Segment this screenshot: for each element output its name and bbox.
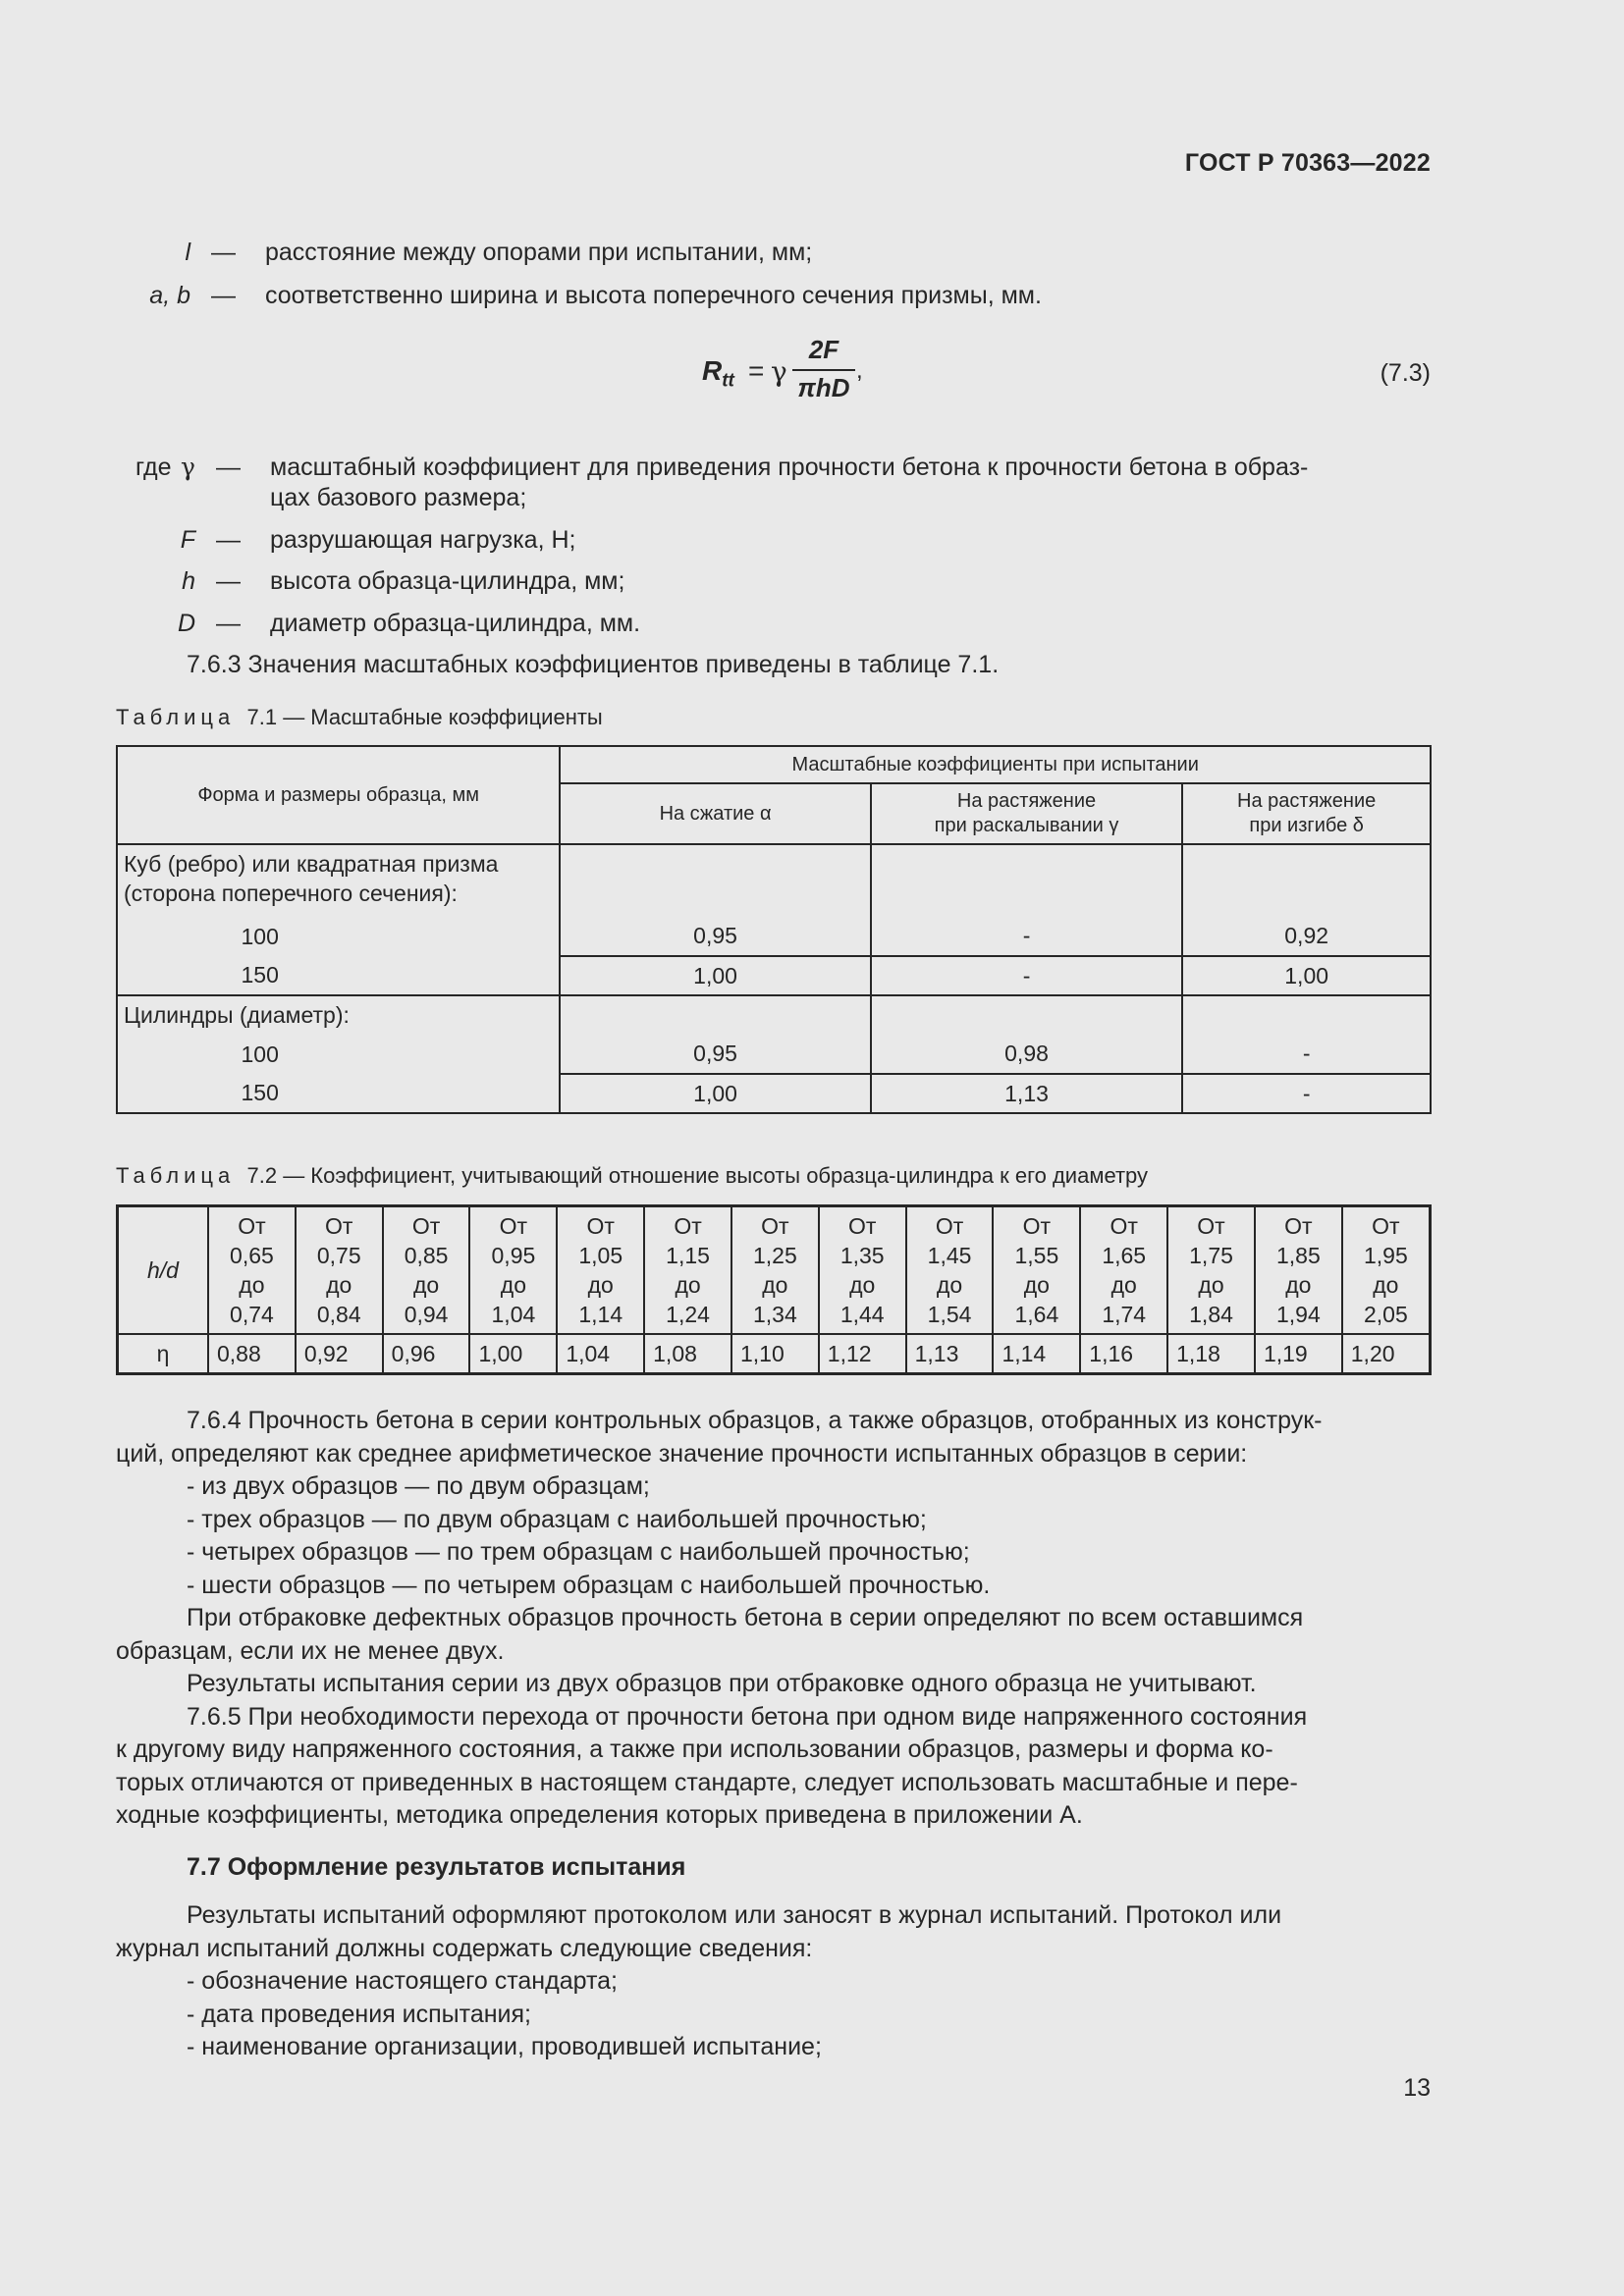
formula-lhs-subscript: tt <box>722 370 734 392</box>
definition-symbol: γ <box>181 453 195 481</box>
range-high: 0,94 <box>404 1302 449 1327</box>
table-cell <box>560 995 870 1035</box>
size-cell: 150 <box>117 1074 560 1113</box>
definition-dash: — <box>216 567 241 595</box>
range-to-word: до <box>1373 1272 1399 1298</box>
table-caption-title: 7.2 — Коэффициент, учитывающий отношение высоты образца-цилиндра к его диаметру <box>246 1163 1149 1188</box>
definition-text: разрушающая нагрузка, Н; <box>270 526 576 554</box>
definition-symbol: l <box>185 239 190 266</box>
formula-numerator: 2F <box>808 335 839 364</box>
range-from-word: От <box>411 1213 441 1239</box>
range-high: 1,54 <box>927 1302 972 1327</box>
text-line: торых отличаются от приведенных в настоящем стандарте, следует использовать масштабные и пере- <box>116 1768 1298 1796</box>
text-line: При отбраковке дефектных образцов прочность бетона в серии определяют по всем оставшимся <box>187 1604 1304 1631</box>
definition-dash: — <box>216 454 241 481</box>
compression-value: 1,00 <box>560 1074 870 1113</box>
eta-value: 1,19 <box>1255 1334 1342 1374</box>
range-low: 0,75 <box>316 1243 361 1268</box>
table-cell <box>1182 844 1431 917</box>
table-row-eta <box>118 1334 1431 1374</box>
range-cell <box>731 1206 819 1335</box>
header-scale-coefficients: Масштабные коэффициенты при испытании <box>560 746 1431 783</box>
range-high: 0,74 <box>230 1302 274 1327</box>
definition-symbol: D <box>177 610 195 637</box>
range-to-word: до <box>1110 1272 1137 1298</box>
range-low: 1,05 <box>578 1243 623 1268</box>
range-high: 1,14 <box>578 1302 623 1327</box>
definition-text: высота образца-цилиндра, мм; <box>270 567 625 595</box>
bending-value: 0,92 <box>1182 917 1431 956</box>
definition-symbol: h <box>182 567 195 595</box>
range-cell <box>1255 1206 1342 1335</box>
header-compression: На сжатие α <box>560 783 870 844</box>
range-to-word: до <box>1198 1272 1224 1298</box>
range-cell <box>1080 1206 1167 1335</box>
size-cell: 100 <box>117 1035 560 1074</box>
definition-gamma-continuation: цах базового размера; <box>270 484 527 511</box>
range-from-word: От <box>1197 1213 1225 1239</box>
size-cell: 100 <box>117 917 560 956</box>
range-low: 1,65 <box>1102 1243 1147 1268</box>
range-cell <box>208 1206 296 1335</box>
formula-comma: , <box>856 357 863 384</box>
splitting-value: - <box>871 956 1183 995</box>
table-7-1 <box>116 745 1432 1114</box>
page-number: 13 <box>1403 2074 1431 2102</box>
definition-text: диаметр образца-цилиндра, мм. <box>270 610 641 637</box>
table-caption-word: Таблица <box>116 1163 236 1188</box>
splitting-value: 0,98 <box>871 1035 1183 1074</box>
table-caption-title: 7.1 — Масштабные коэффициенты <box>246 705 603 729</box>
range-high: 2,05 <box>1364 1302 1408 1327</box>
range-to-word: до <box>412 1272 440 1298</box>
bending-value: 1,00 <box>1182 956 1431 995</box>
range-high: 1,24 <box>666 1302 710 1327</box>
range-low: 1,95 <box>1364 1243 1408 1268</box>
eta-value: 0,96 <box>383 1334 470 1374</box>
range-low: 0,85 <box>404 1243 449 1268</box>
definition-text: масштабный коэффициент для приведения прочности бетона к прочности бетона в образ- <box>270 454 1309 481</box>
range-cell <box>819 1206 906 1335</box>
range-from-word: От <box>674 1213 702 1239</box>
document-header: ГОСТ Р 70363—2022 <box>1184 149 1431 177</box>
header-splitting: На растяжение при раскалывании γ <box>871 783 1183 844</box>
compression-value: 1,00 <box>560 956 870 995</box>
table-row-hd-ranges <box>118 1206 1431 1335</box>
text-line: Результаты испытания серии из двух образцов при отбраковке одного образца не учитывают. <box>187 1670 1257 1697</box>
compression-value: 0,95 <box>560 917 870 956</box>
range-cell <box>383 1206 470 1335</box>
text-line: к другому виду напряженного состояния, а также при использовании образцов, размеры и форма ко- <box>116 1735 1273 1763</box>
bending-value: - <box>1182 1074 1431 1113</box>
list-item: - наименование организации, проводившей испытание; <box>187 2033 822 2060</box>
eta-value: 0,92 <box>296 1334 383 1374</box>
list-item: - обозначение настоящего стандарта; <box>187 1967 618 1995</box>
formula-gamma: γ <box>771 355 787 388</box>
formula-7-3 <box>702 332 869 410</box>
range-to-word: до <box>500 1272 526 1298</box>
text-line: журнал испытаний должны содержать следующие сведения: <box>116 1934 813 1962</box>
range-low: 0,65 <box>230 1243 274 1268</box>
range-high: 1,94 <box>1275 1302 1321 1327</box>
range-low: 1,35 <box>839 1243 885 1268</box>
eta-value: 1,00 <box>469 1334 557 1374</box>
range-low: 1,85 <box>1275 1243 1321 1268</box>
eta-value: 1,04 <box>557 1334 644 1374</box>
text-line: 7.6.5 При необходимости перехода от прочности бетона при одном виде напряженного состояния <box>187 1702 1308 1731</box>
range-low: 0,95 <box>491 1243 536 1268</box>
group-cylinder-label: Цилиндры (диаметр): <box>117 995 560 1035</box>
range-from-word: От <box>586 1213 615 1239</box>
range-cell <box>557 1206 644 1335</box>
range-from-word: От <box>238 1213 266 1239</box>
range-cell <box>644 1206 731 1335</box>
table-cell <box>560 844 870 917</box>
list-item: - шести образцов — по четырем образцам с наибольшей прочностью. <box>187 1571 991 1599</box>
table-cell <box>871 995 1183 1035</box>
range-low: 1,75 <box>1189 1243 1233 1268</box>
range-high: 1,34 <box>753 1302 797 1327</box>
range-to-word: до <box>849 1272 876 1298</box>
text-line: 7.6.4 Прочность бетона в серии контрольных образцов, а также образцов, отобранных из конструк- <box>187 1407 1323 1434</box>
paragraph-7-6-4 <box>116 1405 1432 1833</box>
formula-reference-number: (7.3) <box>1380 359 1431 387</box>
eta-value: 1,08 <box>644 1334 731 1374</box>
range-high: 0,84 <box>316 1302 361 1327</box>
range-high: 1,44 <box>839 1302 885 1327</box>
header-bending: На растяжение при изгибе δ <box>1182 783 1431 844</box>
range-high: 1,04 <box>491 1302 536 1327</box>
definition-text: соответственно ширина и высота поперечного сечения призмы, мм. <box>265 282 1042 309</box>
eta-value: 1,20 <box>1342 1334 1431 1374</box>
table-7-2 <box>116 1204 1432 1375</box>
eta-value: 1,10 <box>731 1334 819 1374</box>
definition-dash: — <box>216 610 241 637</box>
range-from-word: От <box>325 1213 353 1239</box>
eta-value: 1,13 <box>906 1334 994 1374</box>
eta-value: 1,12 <box>819 1334 906 1374</box>
compression-value: 0,95 <box>560 1035 870 1074</box>
table-7-2-caption <box>116 1163 1148 1189</box>
group-cube-label: Куб (ребро) или квадратная призма (сторона поперечного сечения): <box>117 844 560 917</box>
range-low: 1,55 <box>1014 1243 1059 1268</box>
eta-value: 1,18 <box>1167 1334 1255 1374</box>
range-to-word: до <box>239 1272 265 1298</box>
range-from-word: От <box>1372 1213 1400 1239</box>
range-low: 1,25 <box>753 1243 797 1268</box>
range-low: 1,15 <box>666 1243 710 1268</box>
table-7-1-caption <box>116 705 603 730</box>
list-item: - из двух образцов — по двум образцам; <box>187 1472 650 1500</box>
definition-dash: — <box>211 282 236 309</box>
range-high: 1,84 <box>1189 1302 1233 1327</box>
definition-symbol: F <box>180 526 195 554</box>
table-cell <box>1182 995 1431 1035</box>
splitting-value: - <box>871 917 1183 956</box>
range-to-word: до <box>587 1272 614 1298</box>
range-to-word: до <box>1023 1272 1050 1298</box>
definition-dash: — <box>211 239 236 266</box>
text-line: ций, определяют как среднее арифметическое значение прочности испытанных образцов в серии: <box>116 1439 1248 1468</box>
header-specimen-form: Форма и размеры образца, мм <box>117 746 560 844</box>
range-to-word: до <box>1285 1272 1312 1298</box>
definition-text: расстояние между опорами при испытании, мм; <box>265 239 813 266</box>
text-line: Результаты испытаний оформляют протоколом или заносят в журнал испытаний. Протокол или <box>187 1901 1282 1929</box>
range-cell <box>1167 1206 1255 1335</box>
range-to-word: до <box>936 1272 963 1298</box>
range-to-word: до <box>326 1272 352 1298</box>
formula-lhs: $R_{tt}$ <box>702 355 734 392</box>
range-to-word: до <box>675 1272 701 1298</box>
range-low: 1,45 <box>927 1243 972 1268</box>
range-high: 1,74 <box>1102 1302 1147 1327</box>
range-cell <box>993 1206 1080 1335</box>
range-from-word: От <box>1110 1213 1138 1239</box>
range-from-word: От <box>847 1213 877 1239</box>
paragraph-7-6-3: 7.6.3 Значения масштабных коэффициентов приведены в таблице 7.1. <box>187 651 1000 678</box>
row-label-hd: h/d <box>118 1206 209 1335</box>
definition-intro: где <box>135 454 172 481</box>
eta-value: 1,14 <box>993 1334 1080 1374</box>
range-from-word: От <box>761 1213 789 1239</box>
list-item: - дата проведения испытания; <box>187 2000 531 2028</box>
range-cell <box>1342 1206 1431 1335</box>
splitting-value: 1,13 <box>871 1074 1183 1113</box>
range-cell <box>906 1206 994 1335</box>
eta-value: 0,88 <box>208 1334 296 1374</box>
size-cell: 150 <box>117 956 560 995</box>
row-label-eta: η <box>118 1334 209 1374</box>
range-from-word: От <box>1022 1213 1052 1239</box>
range-to-word: до <box>762 1272 788 1298</box>
formula-fraction-bar <box>792 369 855 371</box>
eta-value: 1,16 <box>1080 1334 1167 1374</box>
range-from-word: От <box>499 1213 528 1239</box>
table-caption-word: Таблица <box>116 705 236 729</box>
range-from-word: От <box>1284 1213 1313 1239</box>
definition-symbol: a, b <box>149 282 190 309</box>
formula-equals: = <box>748 355 765 386</box>
definition-dash: — <box>216 526 241 554</box>
table-cell <box>871 844 1183 917</box>
range-from-word: От <box>935 1213 964 1239</box>
range-cell <box>296 1206 383 1335</box>
paragraph-7-7 <box>116 1899 1432 2064</box>
bending-value: - <box>1182 1035 1431 1074</box>
text-line: образцам, если их не менее двух. <box>116 1636 505 1665</box>
section-heading-7-7: 7.7 Оформление результатов испытания <box>187 1853 686 1881</box>
formula-denominator: πhD <box>797 373 850 402</box>
range-cell <box>469 1206 557 1335</box>
text-line: ходные коэффициенты, методика определения которых приведена в приложении А. <box>116 1801 1083 1829</box>
list-item: - трех образцов — по двум образцам с наибольшей прочностью; <box>187 1505 927 1533</box>
list-item: - четырех образцов — по трем образцам с наибольшей прочностью; <box>187 1538 970 1566</box>
range-high: 1,64 <box>1014 1302 1059 1327</box>
